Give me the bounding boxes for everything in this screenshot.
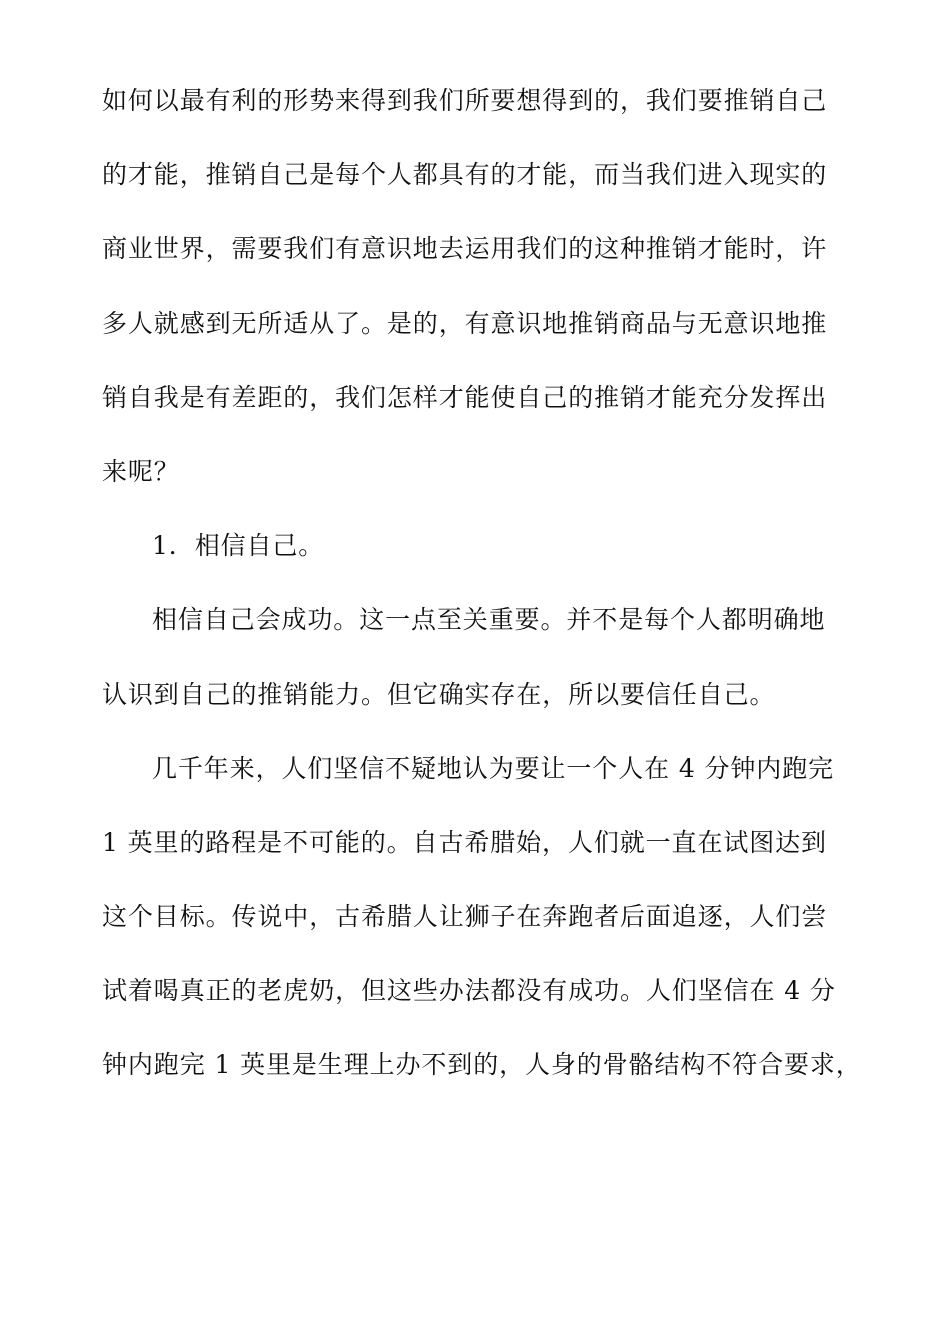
- text-line: 相信自己会成功。这一点至关重要。并不是每个人都明确地: [152, 605, 826, 635]
- text-line: 销自我是有差距的，我们怎样才能使自己的推销才能充分发挥出: [102, 382, 828, 412]
- text-line: 如何以最有利的形势来得到我们所要想得到的，我们要推销自己: [102, 86, 828, 115]
- text-line: 的才能，推销自己是每个人都具有的才能，而当我们进入现实的: [102, 160, 828, 190]
- text-line: 1 英里的路程是不可能的。自古希腊始，人们就一直在试图达到: [102, 827, 827, 857]
- text-line: 这个目标。传说中，古希腊人让狮子在奔跑者后面追逐，人们尝: [102, 902, 828, 932]
- document-page: [102, 64, 862, 1103]
- text-line: 认识到自己的推销能力。但它确实存在，所以要信任自己。: [102, 679, 776, 709]
- text-line: 商业世界，需要我们有意识地去运用我们的这种推销才能时，许: [102, 234, 828, 264]
- text-line: 来呢？: [102, 456, 180, 486]
- text-line: 多人就感到无所适从了。是的，有意识地推销商品与无意识地推: [102, 308, 828, 338]
- text-line: 钟内跑完 1 英里是生理上办不到的，人身的骨骼结构不符合要求，: [102, 1050, 862, 1080]
- text-line: 几千年来，人们坚信不疑地认为要让一个人在 4 分钟内跑完: [152, 753, 835, 783]
- paragraph-four-minute-mile: [102, 732, 862, 1103]
- heading-line: 1．相信自己。: [152, 531, 325, 561]
- text-line: 试着喝真正的老虎奶，但这些办法都没有成功。人们坚信在 4 分: [102, 976, 836, 1006]
- section-heading: [102, 509, 822, 583]
- paragraph-believe: [102, 583, 826, 731]
- paragraph-intro: [102, 64, 828, 509]
